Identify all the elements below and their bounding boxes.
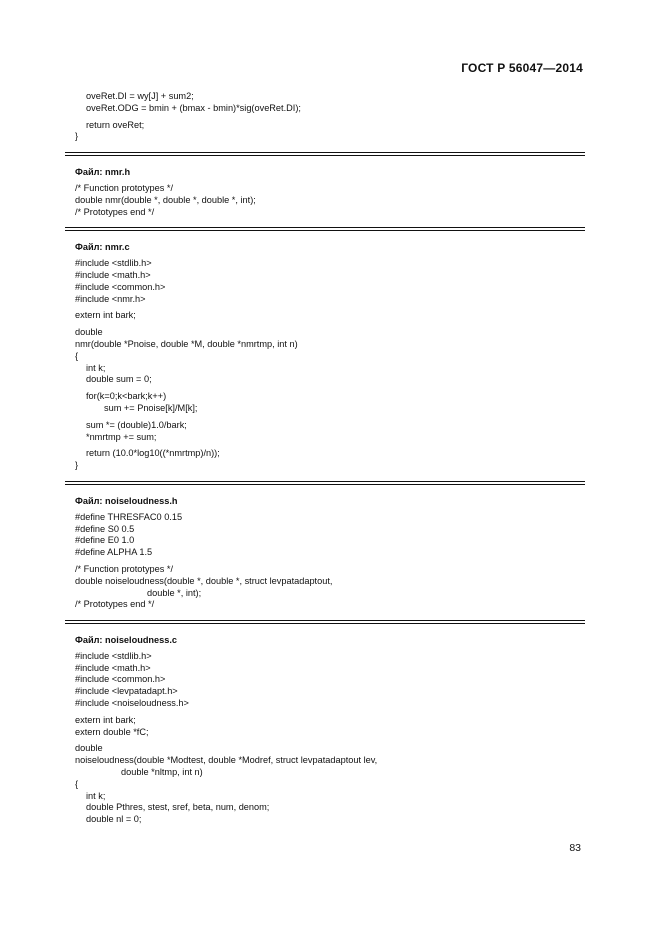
code-line: /* Function prototypes */ bbox=[75, 563, 174, 574]
standard-header: ГОСТ Р 56047—2014 bbox=[461, 61, 583, 75]
code-line: #define ALPHA 1.5 bbox=[75, 547, 153, 558]
section-divider bbox=[65, 152, 585, 156]
code-line: /* Prototypes end */ bbox=[75, 206, 155, 217]
code-line: #include <common.h> bbox=[75, 674, 166, 685]
file-heading: Файл: noiseloudness.c bbox=[75, 635, 178, 646]
code-line: double nl = 0; bbox=[86, 814, 142, 825]
code-line: /* Prototypes end */ bbox=[75, 599, 155, 610]
code-line: } bbox=[75, 131, 79, 142]
code-line: { bbox=[75, 350, 79, 361]
code-line: sum *= (double)1.0/bark; bbox=[86, 419, 187, 430]
code-line: double noiseloudness(double *, double *, struct levpatadaptout, bbox=[75, 575, 333, 586]
code-line: double Pthres, stest, sref, beta, num, denom; bbox=[86, 802, 270, 813]
file-heading: Файл: noiseloudness.h bbox=[75, 495, 178, 506]
code-line: double bbox=[75, 743, 103, 754]
code-line: return oveRet; bbox=[86, 119, 145, 130]
section-divider bbox=[65, 227, 585, 231]
code-line: int k; bbox=[86, 790, 106, 801]
code-listing bbox=[75, 91, 585, 826]
code-line: #include <math.h> bbox=[75, 662, 151, 673]
code-line: oveRet.ODG = bmin + (bmax - bmin)*sig(oveRet.DI); bbox=[86, 102, 301, 113]
code-line: #include <common.h> bbox=[75, 281, 166, 292]
section-divider bbox=[65, 481, 585, 485]
code-line: *nmrtmp += sum; bbox=[86, 431, 157, 442]
code-line: { bbox=[75, 778, 79, 789]
code-line: #include <math.h> bbox=[75, 269, 151, 280]
code-line: double *nltmp, int n) bbox=[121, 767, 203, 778]
code-line: int k; bbox=[86, 362, 106, 373]
code-line: #define S0 0.5 bbox=[75, 523, 135, 534]
page-number: 83 bbox=[569, 842, 581, 854]
file-heading: Файл: nmr.h bbox=[75, 167, 131, 178]
file-heading: Файл: nmr.c bbox=[75, 242, 130, 253]
code-line: #include <stdlib.h> bbox=[75, 650, 152, 661]
code-line: extern double *fC; bbox=[75, 726, 149, 737]
code-line: return (10.0*log10((*nmrtmp)/n)); bbox=[86, 448, 220, 459]
code-line: nmr(double *Pnoise, double *M, double *nmrtmp, int n) bbox=[75, 338, 298, 349]
code-line: double nmr(double *, double *, double *, int); bbox=[75, 194, 256, 205]
code-line: /* Function prototypes */ bbox=[75, 182, 174, 193]
section-divider bbox=[65, 620, 585, 624]
code-line: extern int bark; bbox=[75, 310, 136, 321]
code-line: #include <levpatadapt.h> bbox=[75, 686, 178, 697]
code-line: #include <nmr.h> bbox=[75, 293, 146, 304]
code-line: sum += Pnoise[k]/M[k]; bbox=[104, 402, 198, 413]
code-line: #include <noiseloudness.h> bbox=[75, 698, 189, 709]
code-line: noiseloudness(double *Modtest, double *Modref, struct levpatadaptout lev, bbox=[75, 755, 378, 766]
code-line: for(k=0;k<bark;k++) bbox=[86, 391, 167, 402]
code-line: double sum = 0; bbox=[86, 374, 152, 385]
code-line: #include <stdlib.h> bbox=[75, 258, 152, 269]
code-line: #define E0 1.0 bbox=[75, 535, 135, 546]
code-line: double *, int); bbox=[147, 587, 202, 598]
code-line: double bbox=[75, 327, 103, 338]
code-line: #define THRESFAC0 0.15 bbox=[75, 511, 183, 522]
code-line: oveRet.DI = wy[J] + sum2; bbox=[86, 91, 194, 101]
code-line: extern int bark; bbox=[75, 714, 136, 725]
code-line: } bbox=[75, 460, 79, 471]
